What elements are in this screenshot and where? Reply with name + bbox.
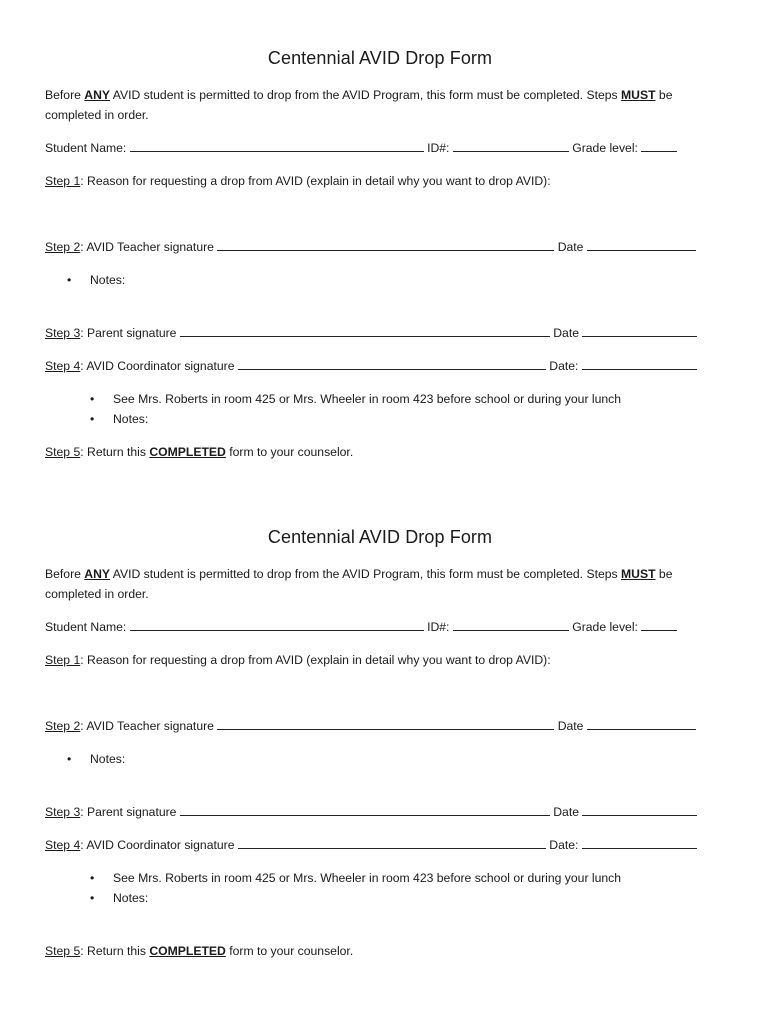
form-title: Centennial AVID Drop Form (267, 527, 493, 547)
step2-row (45, 716, 715, 736)
step5-label: Step 5 (45, 944, 81, 958)
step1-row (45, 171, 715, 191)
step3-text: : Parent signature (80, 326, 177, 340)
student-name-field[interactable] (130, 618, 424, 631)
intro-any: ANY (84, 567, 111, 581)
notes-item (45, 749, 715, 769)
bullet-icon: • (90, 871, 95, 885)
bullet-icon: • (90, 412, 95, 426)
bullet-icon: • (67, 273, 72, 287)
step2-text: : AVID Teacher signature (80, 719, 214, 733)
notes-item (45, 888, 715, 908)
step1-label: Step 1 (45, 653, 81, 667)
notes-label: Notes: (113, 891, 149, 905)
notes-label: Notes: (90, 273, 126, 287)
step3-label: Step 3 (45, 805, 81, 819)
teacher-signature-field[interactable] (217, 238, 554, 251)
step3-label: Step 3 (45, 326, 81, 340)
student-name-field[interactable] (130, 139, 424, 152)
step4-text: : AVID Coordinator signature (80, 359, 235, 373)
step2-row (45, 237, 715, 257)
step3-row (45, 802, 715, 822)
form-title: Centennial AVID Drop Form (267, 48, 493, 68)
grade-level-field[interactable] (641, 139, 677, 152)
step5-text: : Return this (80, 445, 150, 459)
see-text: See Mrs. Roberts in room 425 or Mrs. Wheeler in room 423 before school or during your lunch (113, 392, 622, 406)
notes-item (45, 270, 715, 290)
id-label: ID#: (427, 141, 450, 155)
form-intro (45, 85, 710, 125)
coordinator-signature-field[interactable] (238, 357, 546, 370)
student-info-row (45, 617, 715, 637)
step5-text: : Return this (80, 944, 150, 958)
grade-level-label: Grade level: (572, 620, 638, 634)
step4-label: Step 4 (45, 838, 81, 852)
intro-text: Before (45, 88, 85, 102)
id-label: ID#: (427, 620, 450, 634)
grade-level-label: Grade level: (572, 141, 638, 155)
student-name-label: Student Name: (45, 620, 127, 634)
step2-label: Step 2 (45, 719, 81, 733)
intro-any: ANY (84, 88, 111, 102)
step4-text: : AVID Coordinator signature (80, 838, 235, 852)
student-info-row (45, 138, 715, 158)
teacher-date-field[interactable] (587, 238, 696, 251)
notes-label: Notes: (113, 412, 149, 426)
step1-row (45, 650, 715, 670)
step5-text: form to your counselor. (225, 944, 354, 958)
parent-date-field[interactable] (582, 803, 697, 816)
drop-form-top (45, 48, 715, 462)
coordinator-signature-field[interactable] (238, 836, 546, 849)
form-intro (45, 564, 710, 604)
teacher-signature-field[interactable] (217, 717, 554, 730)
notes-label: Notes: (90, 752, 126, 766)
parent-signature-field[interactable] (180, 324, 550, 337)
id-field[interactable] (453, 139, 569, 152)
student-name-label: Student Name: (45, 141, 127, 155)
date-label: Date (553, 805, 579, 819)
step5-completed: COMPLETED (149, 944, 226, 958)
step3-row (45, 323, 715, 343)
step2-label: Step 2 (45, 240, 81, 254)
intro-text: AVID student is permitted to drop from the AVID Program, this form must be completed. Steps (110, 88, 621, 102)
step5-label: Step 5 (45, 445, 81, 459)
step4-row (45, 356, 715, 376)
parent-signature-field[interactable] (180, 803, 550, 816)
coordinator-date-field[interactable] (582, 836, 697, 849)
step1-text: : Reason for requesting a drop from AVID (explain in detail why you want to drop AVID): (80, 653, 551, 667)
date-label: Date: (549, 359, 579, 373)
parent-date-field[interactable] (582, 324, 697, 337)
see-item (45, 389, 715, 409)
step5-row (45, 442, 715, 462)
intro-text: be completed in order. (45, 567, 673, 601)
step2-text: : AVID Teacher signature (80, 240, 214, 254)
step1-text: : Reason for requesting a drop from AVID (explain in detail why you want to drop AVID): (80, 174, 551, 188)
intro-text: be completed in order. (45, 88, 673, 122)
step5-text: form to your counselor. (225, 445, 354, 459)
date-label: Date (553, 326, 579, 340)
date-label: Date (557, 719, 584, 733)
intro-must: MUST (621, 567, 656, 581)
step4-label: Step 4 (45, 359, 81, 373)
step3-text: : Parent signature (80, 805, 177, 819)
drop-form-bottom (45, 527, 715, 961)
date-label: Date (557, 240, 584, 254)
date-label: Date: (549, 838, 579, 852)
step1-label: Step 1 (45, 174, 81, 188)
coordinator-date-field[interactable] (582, 357, 697, 370)
intro-text: AVID student is permitted to drop from the AVID Program, this form must be completed. Steps (110, 567, 621, 581)
intro-text: Before (45, 567, 85, 581)
bullet-icon: • (90, 891, 95, 905)
step5-row (45, 941, 715, 961)
step5-completed: COMPLETED (149, 445, 226, 459)
see-text: See Mrs. Roberts in room 425 or Mrs. Wheeler in room 423 before school or during your lunch (113, 871, 622, 885)
grade-level-field[interactable] (641, 618, 677, 631)
notes-item (45, 409, 715, 429)
step4-row (45, 835, 715, 855)
bullet-icon: • (90, 392, 95, 406)
id-field[interactable] (453, 618, 569, 631)
intro-must: MUST (621, 88, 656, 102)
bullet-icon: • (67, 752, 72, 766)
teacher-date-field[interactable] (587, 717, 696, 730)
see-item (45, 868, 715, 888)
